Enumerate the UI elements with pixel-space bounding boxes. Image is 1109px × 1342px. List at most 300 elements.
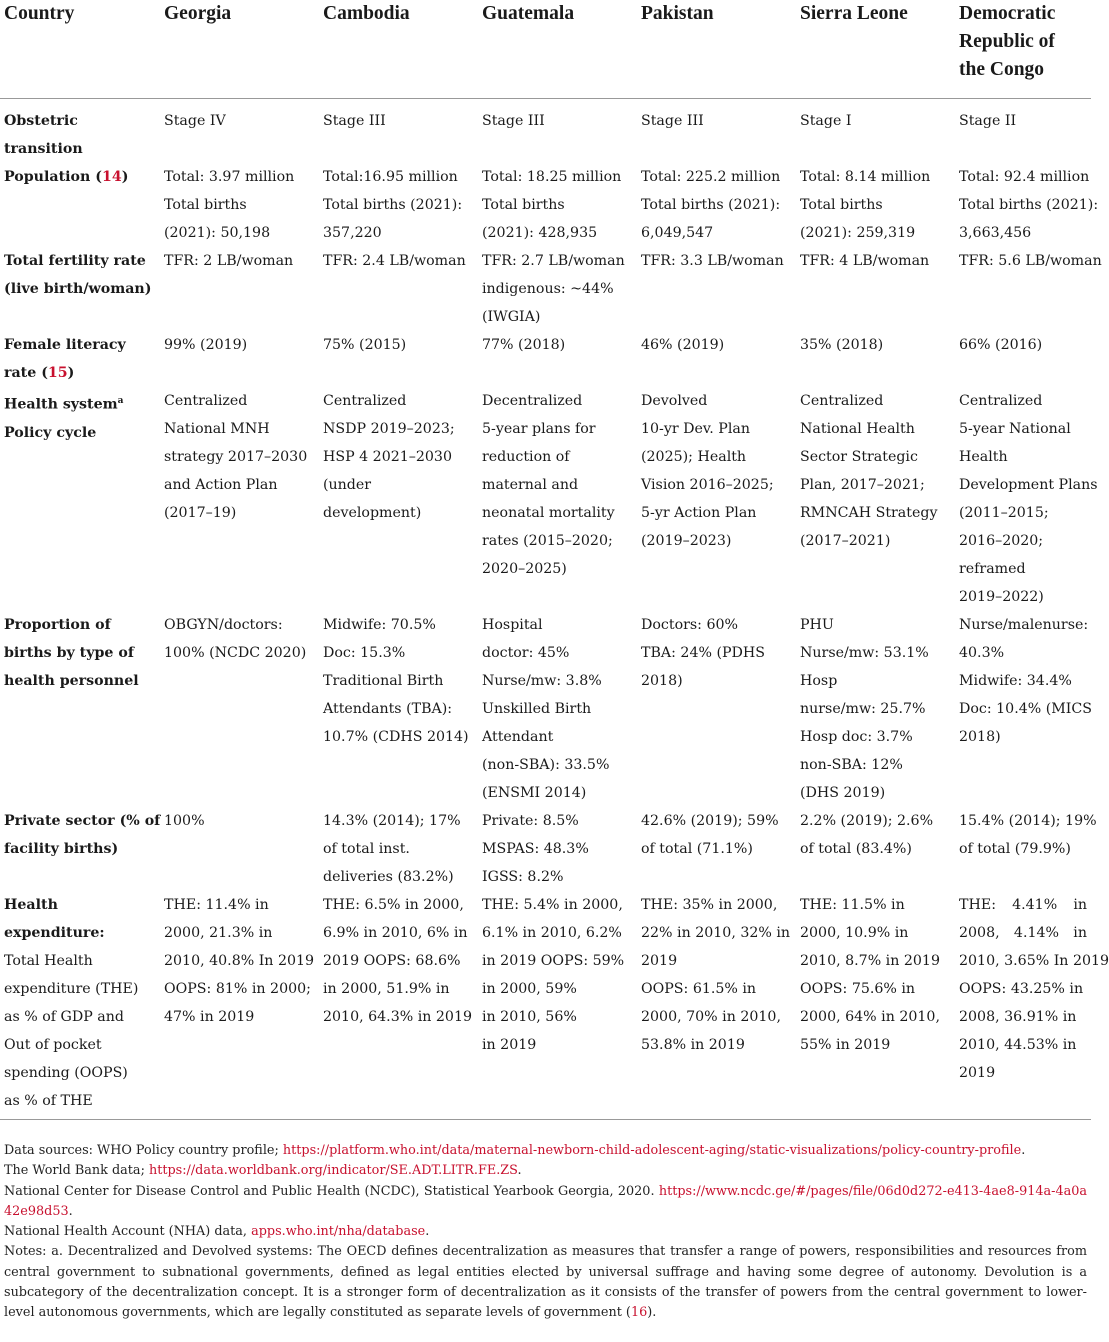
row-label-text: facility births) (4, 841, 119, 857)
table-cell (637, 331, 796, 387)
cell-line: Hospital (482, 617, 543, 633)
cell-line: OOPS: 81% in 2000; (164, 981, 311, 997)
cell-line: in 2019 OOPS: 59% (482, 953, 625, 969)
cell-line: 6.9% in 2010, 6% in (323, 925, 468, 941)
cell-line: 2010, 44.53% in (959, 1037, 1077, 1053)
table-cell (160, 331, 319, 387)
table-cell (478, 331, 637, 387)
table-cell (478, 247, 637, 331)
cell-line: (2021): 50,198 (164, 225, 271, 241)
row-label (0, 331, 160, 387)
column-header-line: Republic of (959, 31, 1055, 52)
cell-line: (2017–2021) (800, 533, 891, 549)
row-label-line: as % of THE (4, 1093, 93, 1109)
table-cell (478, 163, 637, 247)
row-label (0, 163, 160, 247)
table-cell (955, 611, 1091, 807)
table-cell (319, 99, 478, 164)
cell-line: and Action Plan (164, 477, 278, 493)
cell-line: Decentralized (482, 393, 583, 409)
column-header (796, 0, 955, 99)
cell-line: deliveries (83.2%) (323, 869, 454, 885)
cell-line: RMNCAH Strategy (800, 505, 938, 521)
cell-line: 2016–2020; (959, 533, 1044, 549)
cell-line: 2010, 64.3% in 2019 (323, 1009, 472, 1025)
cell-line: 15.4% (2014); 19% (959, 813, 1097, 829)
cell-line: 10-yr Dev. Plan (641, 421, 750, 437)
cell-line: in 2000, 59% (482, 981, 577, 997)
cell-line: 99% (2019) (164, 337, 248, 353)
cell-line: in 2019 (482, 1037, 537, 1053)
table-row (0, 387, 1091, 611)
cell-line: MSPAS: 48.3% (482, 841, 589, 857)
cell-line (959, 611, 1087, 639)
table-cell (160, 99, 319, 164)
row-label-line: expenditure (THE) (4, 981, 139, 997)
cell-line: 100% (164, 813, 205, 829)
word: 2008, (959, 925, 1000, 941)
cell-line: 2019 (959, 1065, 996, 1081)
table-cell (796, 247, 955, 331)
cell-line: National MNH (164, 421, 270, 437)
column-header-line: Cambodia (323, 3, 410, 24)
cell-line: rates (2015–2020; (482, 533, 613, 549)
table-cell (955, 807, 1097, 891)
cell-line: 6,049,547 (641, 225, 714, 241)
table-cell (955, 891, 1109, 1120)
cell-line: in 2000, 51.9% in (323, 981, 450, 997)
row-label-line: rate (15) (4, 365, 75, 381)
table-cell (796, 163, 955, 247)
cell-line: Midwife: 34.4% (959, 673, 1072, 689)
cell-line: 22% in 2010, 32% in (641, 925, 791, 941)
table-cell (160, 807, 319, 891)
row-label (0, 807, 160, 891)
cell-line: TFR: 2.7 LB/woman (482, 253, 625, 269)
table-cell (637, 387, 796, 611)
cell-line: 35% (2018) (800, 337, 884, 353)
cell-line: PHU (800, 617, 834, 633)
word: 4.41% (1012, 897, 1058, 913)
table-cell (955, 163, 1099, 247)
reference-link-16[interactable]: 16 (630, 1305, 648, 1321)
cell-line: National Health (800, 421, 915, 437)
cell-line: 53.8% in 2019 (641, 1037, 745, 1053)
cell-line: of total inst. (323, 841, 410, 857)
cell-line: Attendant (482, 729, 554, 745)
cell-line: Development Plans (959, 477, 1098, 493)
row-label (0, 247, 160, 331)
table-cell (796, 331, 955, 387)
row-label-line (4, 107, 156, 135)
row-label-line (4, 419, 156, 447)
cell-line: HSP 4 2021–2030 (323, 449, 452, 465)
table-cell (955, 331, 1091, 387)
cell-line: maternal and (482, 477, 579, 493)
word: nurse: (1042, 617, 1089, 633)
cell-line: 2010, 3.65% In 2019 (959, 953, 1109, 969)
table-cell (796, 891, 955, 1120)
cell-line: OOPS: 75.6% in (800, 981, 916, 997)
cell-line: (2017–19) (164, 505, 237, 521)
footnote-text: . (68, 1203, 73, 1219)
cell-line: Doctors: 60% (641, 617, 738, 633)
word: THE: (959, 897, 996, 913)
row-label-text: Population (4, 169, 91, 185)
table-cell (637, 99, 796, 164)
row-label-text: Proportion of (4, 617, 111, 633)
cell-line: THE: 35% in 2000, (641, 897, 778, 913)
column-header-line: the Congo (959, 59, 1045, 80)
row-label (0, 891, 160, 1120)
row-label-line (4, 891, 156, 919)
cell-line: Midwife: 70.5% (323, 617, 436, 633)
cell-line: of total (83.4%) (800, 841, 912, 857)
table-cell (955, 99, 1091, 164)
cell-line: 2.2% (2019); 2.6% (800, 813, 934, 829)
cell-line: Nurse/mw: 3.8% (482, 673, 602, 689)
footnote-text: ). (647, 1305, 657, 1321)
cell-line: THE: 11.5% in (800, 897, 905, 913)
cell-line: (non-SBA): 33.5% (482, 757, 610, 773)
cell-line: Stage IV (164, 113, 226, 129)
row-label-line: as % of GDP and (4, 1009, 124, 1025)
row-label-text: Policy cycle (4, 424, 97, 441)
column-header-line: Pakistan (641, 3, 714, 24)
cell-line: 14.3% (2014); 17% (323, 813, 461, 829)
cell-line: 40.3% (959, 645, 1005, 661)
cell-line: THE: 11.4% in (164, 897, 269, 913)
table-cell (478, 387, 637, 611)
table-cell (637, 807, 796, 891)
cell-line: 2000, 64% in 2010, (800, 1009, 940, 1025)
cell-line: 2000, 70% in 2010, (641, 1009, 781, 1025)
table-row (0, 331, 1091, 387)
footnote-notes (4, 1242, 1087, 1323)
cell-line: reframed (959, 561, 1026, 577)
table-row (0, 247, 1091, 331)
row-label-text: births by type of (4, 645, 134, 661)
table-cell (319, 163, 478, 247)
column-header-country: Country (0, 0, 160, 99)
cell-line: TFR: 2 LB/woman (164, 253, 294, 269)
cell-line: THE: 5.4% in 2000, (482, 897, 623, 913)
cell-line: Total births (2021): (959, 197, 1099, 213)
cell-line: Sector Strategic (800, 449, 918, 465)
ncdc-link[interactable]: https://www.ncdc.ge/#/pages/file/06d0d272-e413-4ae8-914a-4a0a42e98d53 (4, 1183, 1087, 1219)
cell-line: doctor: 45% (482, 645, 570, 661)
footnote-text: . (517, 1163, 522, 1179)
cell-line: non-SBA: 12% (800, 757, 903, 773)
footnote-ncdc (4, 1182, 1087, 1223)
row-label-text: transition (4, 141, 83, 157)
cell-line: 5-yr Action Plan (641, 505, 757, 521)
footnote-who (4, 1141, 1087, 1161)
footnote-text: . (1021, 1143, 1026, 1158)
table-cell (478, 891, 637, 1120)
cell-line: neonatal mortality (482, 505, 615, 521)
cell-line (959, 891, 1087, 919)
cell-line: Nurse/mw: 53.1% (800, 645, 929, 661)
cell-line: of total (71.1%) (641, 841, 753, 857)
cell-line: 77% (2018) (482, 337, 566, 353)
word: in (1073, 897, 1087, 913)
column-header (319, 0, 478, 99)
cell-line: (2019–2023) (641, 533, 732, 549)
column-header (955, 0, 1091, 99)
table-cell (160, 247, 319, 331)
cell-line: 6.1% in 2010, 6.2% (482, 925, 622, 941)
table-cell (160, 387, 319, 611)
cell-line: OOPS: 61.5% in (641, 981, 757, 997)
cell-line: strategy 2017–2030 (164, 449, 308, 465)
footnote-nha (4, 1222, 1087, 1242)
row-label-text: Private sector (% of (4, 813, 161, 829)
cell-line: Private: 8.5% (482, 813, 579, 829)
cell-line: Centralized (959, 393, 1043, 409)
cell-line: Stage III (323, 113, 386, 129)
footnote-marker: a (117, 396, 124, 406)
row-label-line (4, 275, 156, 303)
table-cell (160, 611, 319, 807)
cell-line: (DHS 2019) (800, 785, 886, 801)
row-label-text: expenditure: (4, 925, 105, 941)
table-cell (319, 611, 478, 807)
row-label-text: Obstetric (4, 113, 78, 129)
cell-line: Total: 3.97 million (164, 169, 295, 185)
row-label-line (4, 387, 156, 419)
cell-line: TFR: 2.4 LB/woman (323, 253, 466, 269)
word: Nurse/male (959, 617, 1043, 633)
reference-link[interactable]: 15 (47, 365, 68, 381)
cell-line: Total:16.95 million (323, 169, 458, 185)
cell-line: 2000, 10.9% in (800, 925, 909, 941)
word: 4.14% (1013, 925, 1059, 941)
cell-line: 5-year National (959, 421, 1071, 437)
cell-line: 66% (2016) (959, 337, 1043, 353)
table-cell (319, 247, 478, 331)
table-row (0, 99, 1091, 164)
row-label-line (4, 135, 156, 163)
cell-line: Stage III (482, 113, 545, 129)
cell-line: in 2010, 56% (482, 1009, 577, 1025)
cell-line: 100% (NCDC 2020) (164, 645, 307, 661)
cell-line: (2025); Health (641, 449, 747, 465)
row-label (0, 99, 160, 164)
cell-line: 2018) (641, 673, 683, 689)
footnote-text: National Health Account (NHA) data, (4, 1224, 252, 1240)
table-footnotes (4, 1141, 1087, 1324)
row-label (0, 611, 160, 807)
cell-line: Stage III (641, 113, 704, 129)
cell-line: TFR: 4 LB/woman (800, 253, 930, 269)
cell-line: Doc: 15.3% (323, 645, 406, 661)
cell-line: IGSS: 8.2% (482, 869, 564, 885)
cell-line: Attendants (TBA): (323, 701, 453, 717)
footnote-text: . (425, 1224, 430, 1240)
cell-line: 10.7% (CDHS 2014) (323, 729, 469, 745)
cell-line: Total: 18.25 million (482, 169, 622, 185)
table-cell (637, 163, 796, 247)
table-row (0, 807, 1091, 891)
cell-line: 2008, 36.91% in (959, 1009, 1077, 1025)
cell-line: (under (323, 477, 372, 493)
table-body (0, 99, 1109, 1120)
row-label-line (4, 835, 156, 863)
cell-line: 2019–2022) (959, 589, 1044, 605)
word: in (1073, 925, 1087, 941)
cell-line: TFR: 3.3 LB/woman (641, 253, 784, 269)
row-label-text: health personnel (4, 673, 139, 689)
row-label-line (4, 331, 156, 359)
table-cell (796, 611, 955, 807)
footnote-text: Data sources: WHO Policy country profile; (4, 1143, 283, 1158)
table-cell (637, 611, 796, 807)
table-cell (637, 891, 796, 1120)
cell-line: nurse/mw: 25.7% (800, 701, 926, 717)
row-label-line (4, 807, 161, 835)
cell-line: Devolved (641, 393, 708, 409)
table-cell (319, 891, 478, 1120)
cell-line: (2011–2015; (959, 505, 1049, 521)
cell-line: Vision 2016–2025; (641, 477, 774, 493)
cell-line: Total births (2021): (323, 197, 463, 213)
footnote-text: The World Bank data; (4, 1163, 149, 1179)
footnote-worldbank (4, 1161, 1087, 1181)
cell-line: NSDP 2019–2023; (323, 421, 455, 437)
cell-line: Health (959, 449, 1008, 465)
reference-link[interactable]: 14 (101, 169, 122, 185)
cell-line: 75% (2015) (323, 337, 407, 353)
table-cell (319, 387, 478, 611)
column-header (637, 0, 796, 99)
cell-line: 2019 (641, 953, 678, 969)
cell-line: 3,663,456 (959, 225, 1032, 241)
cell-line: Unskilled Birth (482, 701, 592, 717)
cell-line: 2018) (959, 729, 1001, 745)
cell-line: 2019 OOPS: 68.6% (323, 953, 461, 969)
footnote-text: National Center for Disease Control and Public Health (NCDC), Statistical Yearbook Georgia, 2020. (4, 1183, 659, 1199)
footnote-text: Notes: a. Decentralized and Devolved systems: The OECD defines decentralization as measures that transfer a range of powers, responsibilities and resources from central government to subnational governments, defined as legal entities elected by universal suffrage and having some degree of autonomy. Devolution is a subcategory of the decentralization concept. It is a stronger form of decentralization as it consists of the transfer of powers from the central government to lower-level autonomous governments, which are legally constituted as separate levels of government ( (4, 1244, 1087, 1321)
cell-line: 357,220 (323, 225, 382, 241)
table-row (0, 163, 1091, 247)
cell-line: indigenous: ~44% (482, 281, 614, 297)
cell-line (959, 919, 1087, 947)
cell-line: Plan, 2017–2021; (800, 477, 925, 493)
cell-line: development) (323, 505, 422, 521)
table-cell (955, 387, 1098, 611)
cell-line: Centralized (800, 393, 884, 409)
who-profile-link[interactable]: https://platform.who.int/data/maternal-newborn-child-adolescent-aging/static-visualizations/policy-country-profile (282, 1143, 1022, 1158)
table-row (0, 611, 1091, 807)
cell-line: Total births (800, 197, 883, 213)
cell-line: TBA: 24% (PDHS (641, 645, 766, 661)
column-header (160, 0, 319, 99)
row-label-line (4, 639, 156, 667)
cell-line: 55% in 2019 (800, 1037, 891, 1053)
row-label-line (4, 247, 156, 275)
row-label-line: spending (OOPS) (4, 1065, 128, 1081)
cell-line: Stage I (800, 113, 852, 129)
table-cell (319, 807, 478, 891)
column-header-line: Sierra Leone (800, 3, 908, 24)
table-cell (955, 247, 1102, 331)
nha-link[interactable]: apps.who.int/nha/database (251, 1224, 426, 1240)
row-label-text: Total fertility rate (4, 253, 146, 269)
table-cell (796, 387, 955, 611)
row-label-line (4, 919, 156, 947)
cell-line: (IWGIA) (482, 309, 541, 325)
cell-line: TFR: 5.6 LB/woman (959, 253, 1102, 269)
cell-line: OBGYN/doctors: (164, 617, 283, 633)
cell-line: (ENSMI 2014) (482, 785, 587, 801)
header-row (0, 0, 1091, 99)
row-label-line: Out of pocket (4, 1037, 102, 1053)
cell-line: reduction of (482, 449, 570, 465)
cell-line: 47% in 2019 (164, 1009, 255, 1025)
cell-line: Total births (2021): (641, 197, 781, 213)
cell-line: 2000, 21.3% in (164, 925, 273, 941)
column-header-line: Guatemala (482, 3, 575, 24)
cell-line: Total births (164, 197, 247, 213)
cell-line: THE: 6.5% in 2000, (323, 897, 464, 913)
row-label-line: Population (14) (4, 169, 129, 185)
cell-line: Hosp (800, 673, 838, 689)
table-cell (796, 99, 955, 164)
row-label (0, 387, 160, 611)
row-label-line: Total Health (4, 953, 93, 969)
row-label-text: Female literacy (4, 337, 126, 353)
row-label-line (4, 611, 156, 639)
cell-line: 42.6% (2019); 59% (641, 813, 779, 829)
table-cell (637, 247, 796, 331)
cell-line: Stage II (959, 113, 1017, 129)
cell-line: (2021): 428,935 (482, 225, 598, 241)
cell-line: Total: 8.14 million (800, 169, 931, 185)
table-cell (319, 331, 478, 387)
column-header-line: Georgia (164, 3, 232, 24)
cell-line: Total: 225.2 million (641, 169, 781, 185)
cell-line: Total: 92.4 million (959, 169, 1090, 185)
cell-line: OOPS: 43.25% in (959, 981, 1084, 997)
table-cell (796, 807, 955, 891)
column-header (478, 0, 637, 99)
table-cell (478, 807, 637, 891)
row-label-line (4, 667, 156, 695)
table-row (0, 891, 1091, 1120)
cell-line: 2010, 40.8% In 2019 (164, 953, 315, 969)
table-cell (160, 891, 319, 1120)
cell-line: 5-year plans for (482, 421, 596, 437)
cell-line: 46% (2019) (641, 337, 725, 353)
table-cell (478, 99, 637, 164)
row-label-text: Health system (4, 396, 118, 413)
cell-line: 2010, 8.7% in 2019 (800, 953, 940, 969)
table-cell (478, 611, 637, 807)
cell-line: Traditional Birth (323, 673, 444, 689)
worldbank-link[interactable]: https://data.worldbank.org/indicator/SE.ADT.LITR.FE.ZS (148, 1163, 518, 1179)
row-label-text: rate (4, 365, 37, 381)
cell-line: (2021): 259,319 (800, 225, 916, 241)
column-header-line: Democratic (959, 3, 1056, 24)
cell-line: Centralized (323, 393, 407, 409)
cell-line: Hosp doc: 3.7% (800, 729, 913, 745)
cell-line: Doc: 10.4% (MICS (959, 701, 1092, 717)
cell-line: Total births (482, 197, 565, 213)
cell-line: Centralized (164, 393, 248, 409)
cell-line: of total (79.9%) (959, 841, 1071, 857)
row-label-text: (live birth/woman) (4, 281, 152, 297)
